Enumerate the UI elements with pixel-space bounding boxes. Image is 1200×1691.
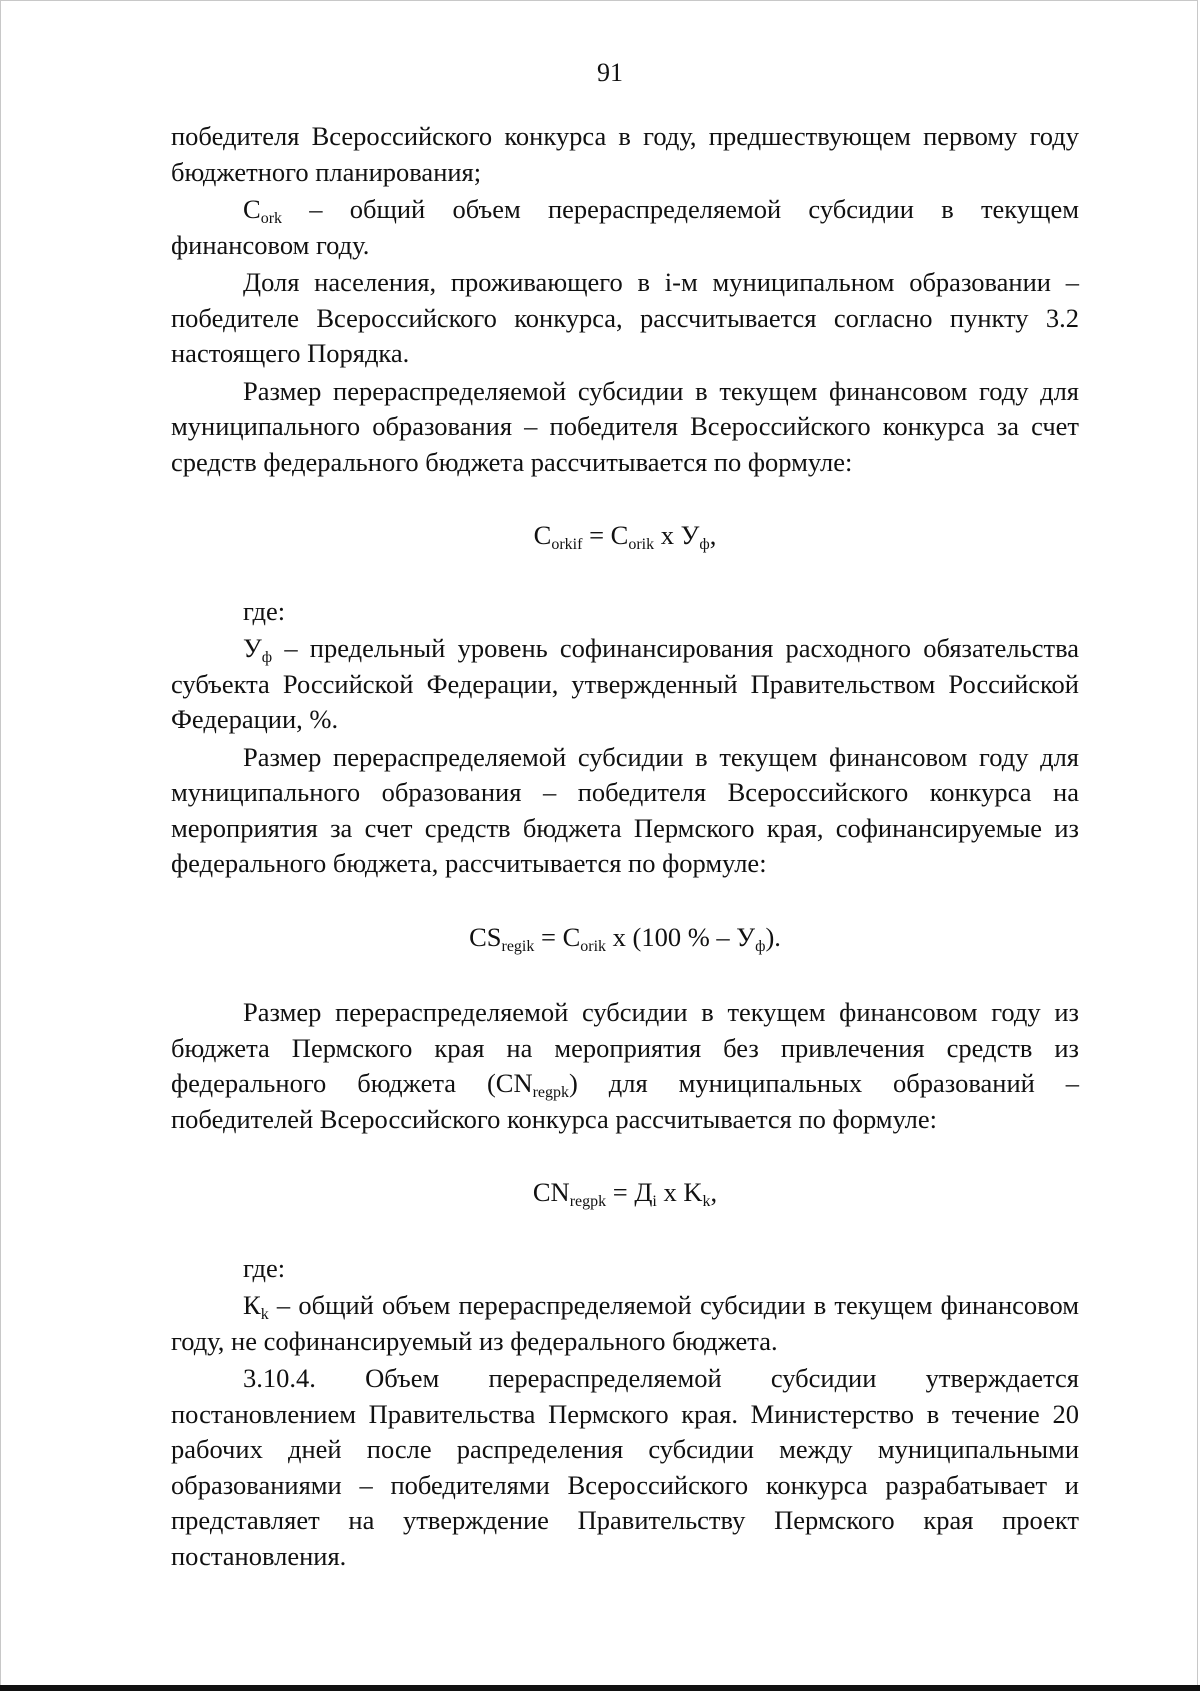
formula-subscript: orkif xyxy=(551,536,583,553)
formula-subscript: i xyxy=(652,1193,657,1210)
symbol-subscript: ork xyxy=(260,210,283,227)
document-body xyxy=(171,119,1079,1574)
formula-subscript: orik xyxy=(628,536,655,553)
scan-edge-bar xyxy=(0,1685,1200,1691)
paragraph-text: Размер перераспределяемой субсидии в текущем финансовом году из бюджета Пермского края на мероприятия без привлечения средств из федерального бюджета (CN xyxy=(171,997,1079,1098)
formula-subscript: ф xyxy=(699,536,710,553)
formula-term: = Д xyxy=(606,1177,653,1207)
symbol: У xyxy=(243,633,262,663)
paragraph-regional-share: Размер перераспределяемой субсидии в текущем финансовом году для муниципального образования – победителя Всероссийского конкурса на мероприятия за счет средств бюджета Пермского края, софинансируемые из федерального бюджета, рассчитывается по формуле: xyxy=(171,741,1079,878)
definition-text: – общий объем перераспределяемой субсидии в текущем финансовом году, не софинансируемый из федерального бюджета. xyxy=(171,1290,1079,1356)
symbol: C xyxy=(243,194,261,224)
formula-term: ). xyxy=(765,921,781,952)
paragraph-3-10-4: 3.10.4. Объем перераспределяемой субсидии утверждается постановлением Правительства Пермского края. Министерство в течение 20 рабочих дней после распределения субсидии между муниципальными образованиями – победителями Всероссийского конкурса разрабатывает и представляет на утверждение Правительству Пермского края проект постановления. xyxy=(171,1363,1079,1571)
formula-term: x K xyxy=(656,1177,703,1207)
formula-2 xyxy=(171,920,1079,956)
formula-term: CN xyxy=(532,1177,570,1207)
where-label-1: где: xyxy=(243,595,286,626)
paragraph-federal-share: Размер перераспределяемой субсидии в текущем финансовом году для муниципального образования – победителя Всероссийского конкурса за счет средств федерального бюджета рассчитывается по формуле: xyxy=(171,375,1079,477)
formula-subscript: regpk xyxy=(569,1193,607,1210)
formula-subscript: orik xyxy=(580,937,607,955)
paragraph-population-share: Доля населения, проживающего в i-м муниципальном образовании – победителе Всероссийского конкурса, рассчитывается согласно пункту 3.2 настоящего Порядка. xyxy=(171,267,1079,368)
formula-term: , xyxy=(710,1177,718,1207)
paragraph-uf-definition xyxy=(171,631,1079,738)
paragraph-text: ) для муниципальных образований – победителей Всероссийского конкурса рассчитывается по формуле: xyxy=(171,1068,1079,1134)
formula-term: , xyxy=(709,520,717,550)
paragraph-1: победителя Всероссийского конкурса в году, предшествующем первому году бюджетного планирования; xyxy=(171,121,1079,187)
symbol-subscript: regpk xyxy=(532,1084,570,1101)
formula-term: CS xyxy=(469,921,502,952)
paragraph-kk-definition xyxy=(171,1288,1079,1359)
paragraph-regional-only xyxy=(171,995,1079,1137)
definition-text: – общий объем перераспределяемой субсидии в текущем финансовом году. xyxy=(171,194,1079,260)
formula-3 xyxy=(171,1175,1079,1211)
formula-subscript: ф xyxy=(755,937,766,955)
definition-text: – предельный уровень софинансирования расходного обязательства субъекта Российской Федерации, утвержденный Правительством Российской Федерации, %. xyxy=(171,633,1079,734)
formula-subscript: regik xyxy=(501,937,535,955)
formula-term: = C xyxy=(582,520,629,550)
formula-1 xyxy=(171,518,1079,554)
where-label-2: где: xyxy=(243,1252,286,1283)
formula-subscript: k xyxy=(702,1193,711,1210)
paragraph-cork-definition xyxy=(171,192,1079,263)
symbol: К xyxy=(243,1290,261,1320)
formula-term: x (100 % – У xyxy=(606,921,756,952)
formula-term: = C xyxy=(534,921,581,952)
symbol-subscript: k xyxy=(260,1306,269,1323)
formula-term: x У xyxy=(654,520,700,550)
page-number: 91 xyxy=(597,58,623,87)
formula-term: C xyxy=(533,520,552,550)
symbol-subscript: ф xyxy=(261,649,273,666)
